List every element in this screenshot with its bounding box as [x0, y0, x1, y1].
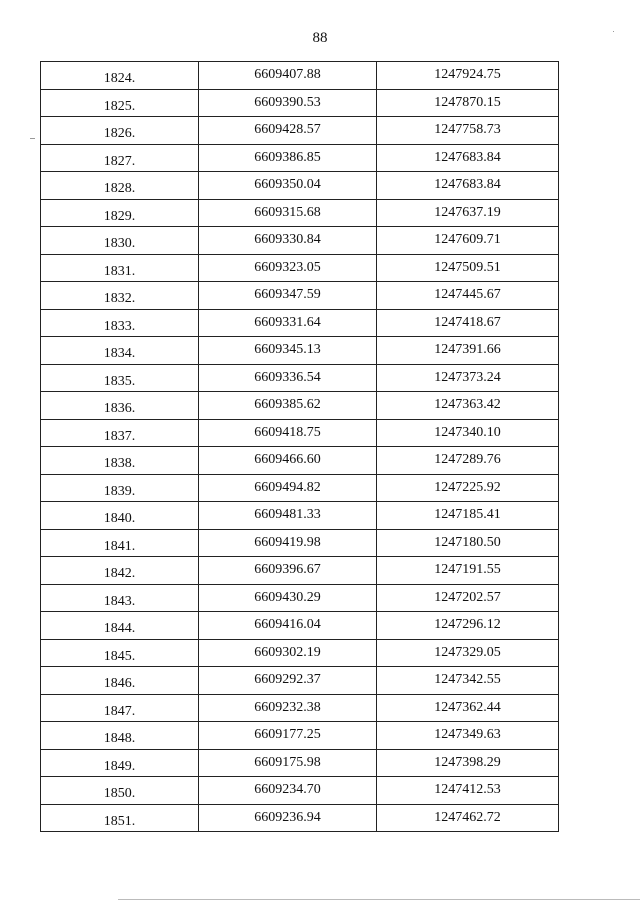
- x-coordinate: 6609385.62: [199, 392, 377, 419]
- x-coordinate: 6609177.25: [199, 722, 377, 749]
- y-coordinate: 1247373.24: [377, 365, 559, 392]
- table-row: [41, 255, 559, 283]
- y-coordinate: 1247296.12: [377, 612, 559, 639]
- row-index: 1832.: [41, 282, 199, 309]
- table-row: [41, 337, 559, 365]
- table-row: [41, 695, 559, 723]
- x-coordinate: 6609396.67: [199, 557, 377, 584]
- x-coordinate: 6609236.94: [199, 805, 377, 832]
- scan-speck: [30, 138, 35, 139]
- table-row: [41, 585, 559, 613]
- y-coordinate: 1247462.72: [377, 805, 559, 832]
- row-index: 1849.: [41, 750, 199, 777]
- y-coordinate: 1247924.75: [377, 62, 559, 89]
- table-row: [41, 392, 559, 420]
- row-index: 1844.: [41, 612, 199, 639]
- row-index: 1839.: [41, 475, 199, 502]
- table-row: [41, 557, 559, 585]
- table-row: [41, 200, 559, 228]
- row-index: 1837.: [41, 420, 199, 447]
- y-coordinate: 1247412.53: [377, 777, 559, 804]
- row-index: 1825.: [41, 90, 199, 117]
- row-index: 1836.: [41, 392, 199, 419]
- table-row: [41, 612, 559, 640]
- coordinate-table: [40, 61, 559, 832]
- table-row: [41, 117, 559, 145]
- table-row: [41, 502, 559, 530]
- x-coordinate: 6609323.05: [199, 255, 377, 282]
- row-index: 1835.: [41, 365, 199, 392]
- table-row: [41, 475, 559, 503]
- x-coordinate: 6609331.64: [199, 310, 377, 337]
- y-coordinate: 1247289.76: [377, 447, 559, 474]
- x-coordinate: 6609292.37: [199, 667, 377, 694]
- y-coordinate: 1247340.10: [377, 420, 559, 447]
- table-row: [41, 365, 559, 393]
- x-coordinate: 6609407.88: [199, 62, 377, 89]
- x-coordinate: 6609232.38: [199, 695, 377, 722]
- table-row: [41, 805, 559, 833]
- x-coordinate: 6609315.68: [199, 200, 377, 227]
- row-index: 1824.: [41, 62, 199, 89]
- row-index: 1828.: [41, 172, 199, 199]
- x-coordinate: 6609350.04: [199, 172, 377, 199]
- row-index: 1827.: [41, 145, 199, 172]
- y-coordinate: 1247185.41: [377, 502, 559, 529]
- row-index: 1850.: [41, 777, 199, 804]
- row-index: 1826.: [41, 117, 199, 144]
- x-coordinate: 6609330.84: [199, 227, 377, 254]
- x-coordinate: 6609336.54: [199, 365, 377, 392]
- x-coordinate: 6609386.85: [199, 145, 377, 172]
- row-index: 1845.: [41, 640, 199, 667]
- y-coordinate: 1247191.55: [377, 557, 559, 584]
- y-coordinate: 1247870.15: [377, 90, 559, 117]
- table-row: [41, 227, 559, 255]
- row-index: 1833.: [41, 310, 199, 337]
- x-coordinate: 6609419.98: [199, 530, 377, 557]
- table-row: [41, 750, 559, 778]
- table-row: [41, 447, 559, 475]
- table-row: [41, 172, 559, 200]
- table-row: [41, 667, 559, 695]
- y-coordinate: 1247609.71: [377, 227, 559, 254]
- y-coordinate: 1247349.63: [377, 722, 559, 749]
- row-index: 1843.: [41, 585, 199, 612]
- x-coordinate: 6609347.59: [199, 282, 377, 309]
- table-row: [41, 722, 559, 750]
- table-row: [41, 282, 559, 310]
- scan-speck: [613, 31, 614, 32]
- table-row: [41, 145, 559, 173]
- table-row: [41, 310, 559, 338]
- row-index: 1841.: [41, 530, 199, 557]
- row-index: 1838.: [41, 447, 199, 474]
- x-coordinate: 6609430.29: [199, 585, 377, 612]
- x-coordinate: 6609345.13: [199, 337, 377, 364]
- x-coordinate: 6609494.82: [199, 475, 377, 502]
- x-coordinate: 6609302.19: [199, 640, 377, 667]
- y-coordinate: 1247180.50: [377, 530, 559, 557]
- row-index: 1829.: [41, 200, 199, 227]
- y-coordinate: 1247391.66: [377, 337, 559, 364]
- y-coordinate: 1247225.92: [377, 475, 559, 502]
- row-index: 1831.: [41, 255, 199, 282]
- y-coordinate: 1247363.42: [377, 392, 559, 419]
- table-row: [41, 777, 559, 805]
- row-index: 1834.: [41, 337, 199, 364]
- y-coordinate: 1247509.51: [377, 255, 559, 282]
- x-coordinate: 6609390.53: [199, 90, 377, 117]
- x-coordinate: 6609428.57: [199, 117, 377, 144]
- y-coordinate: 1247758.73: [377, 117, 559, 144]
- y-coordinate: 1247683.84: [377, 145, 559, 172]
- scan-edge-line: [118, 899, 640, 900]
- x-coordinate: 6609481.33: [199, 502, 377, 529]
- y-coordinate: 1247342.55: [377, 667, 559, 694]
- y-coordinate: 1247202.57: [377, 585, 559, 612]
- row-index: 1848.: [41, 722, 199, 749]
- y-coordinate: 1247398.29: [377, 750, 559, 777]
- row-index: 1840.: [41, 502, 199, 529]
- x-coordinate: 6609234.70: [199, 777, 377, 804]
- row-index: 1851.: [41, 805, 199, 832]
- x-coordinate: 6609466.60: [199, 447, 377, 474]
- table-row: [41, 420, 559, 448]
- x-coordinate: 6609416.04: [199, 612, 377, 639]
- x-coordinate: 6609418.75: [199, 420, 377, 447]
- y-coordinate: 1247445.67: [377, 282, 559, 309]
- y-coordinate: 1247683.84: [377, 172, 559, 199]
- x-coordinate: 6609175.98: [199, 750, 377, 777]
- y-coordinate: 1247418.67: [377, 310, 559, 337]
- row-index: 1846.: [41, 667, 199, 694]
- page-number: 88: [312, 30, 328, 46]
- table-row: [41, 90, 559, 118]
- table-row: [41, 62, 559, 90]
- y-coordinate: 1247329.05: [377, 640, 559, 667]
- row-index: 1842.: [41, 557, 199, 584]
- y-coordinate: 1247362.44: [377, 695, 559, 722]
- table-row: [41, 640, 559, 668]
- row-index: 1847.: [41, 695, 199, 722]
- table-row: [41, 530, 559, 558]
- row-index: 1830.: [41, 227, 199, 254]
- y-coordinate: 1247637.19: [377, 200, 559, 227]
